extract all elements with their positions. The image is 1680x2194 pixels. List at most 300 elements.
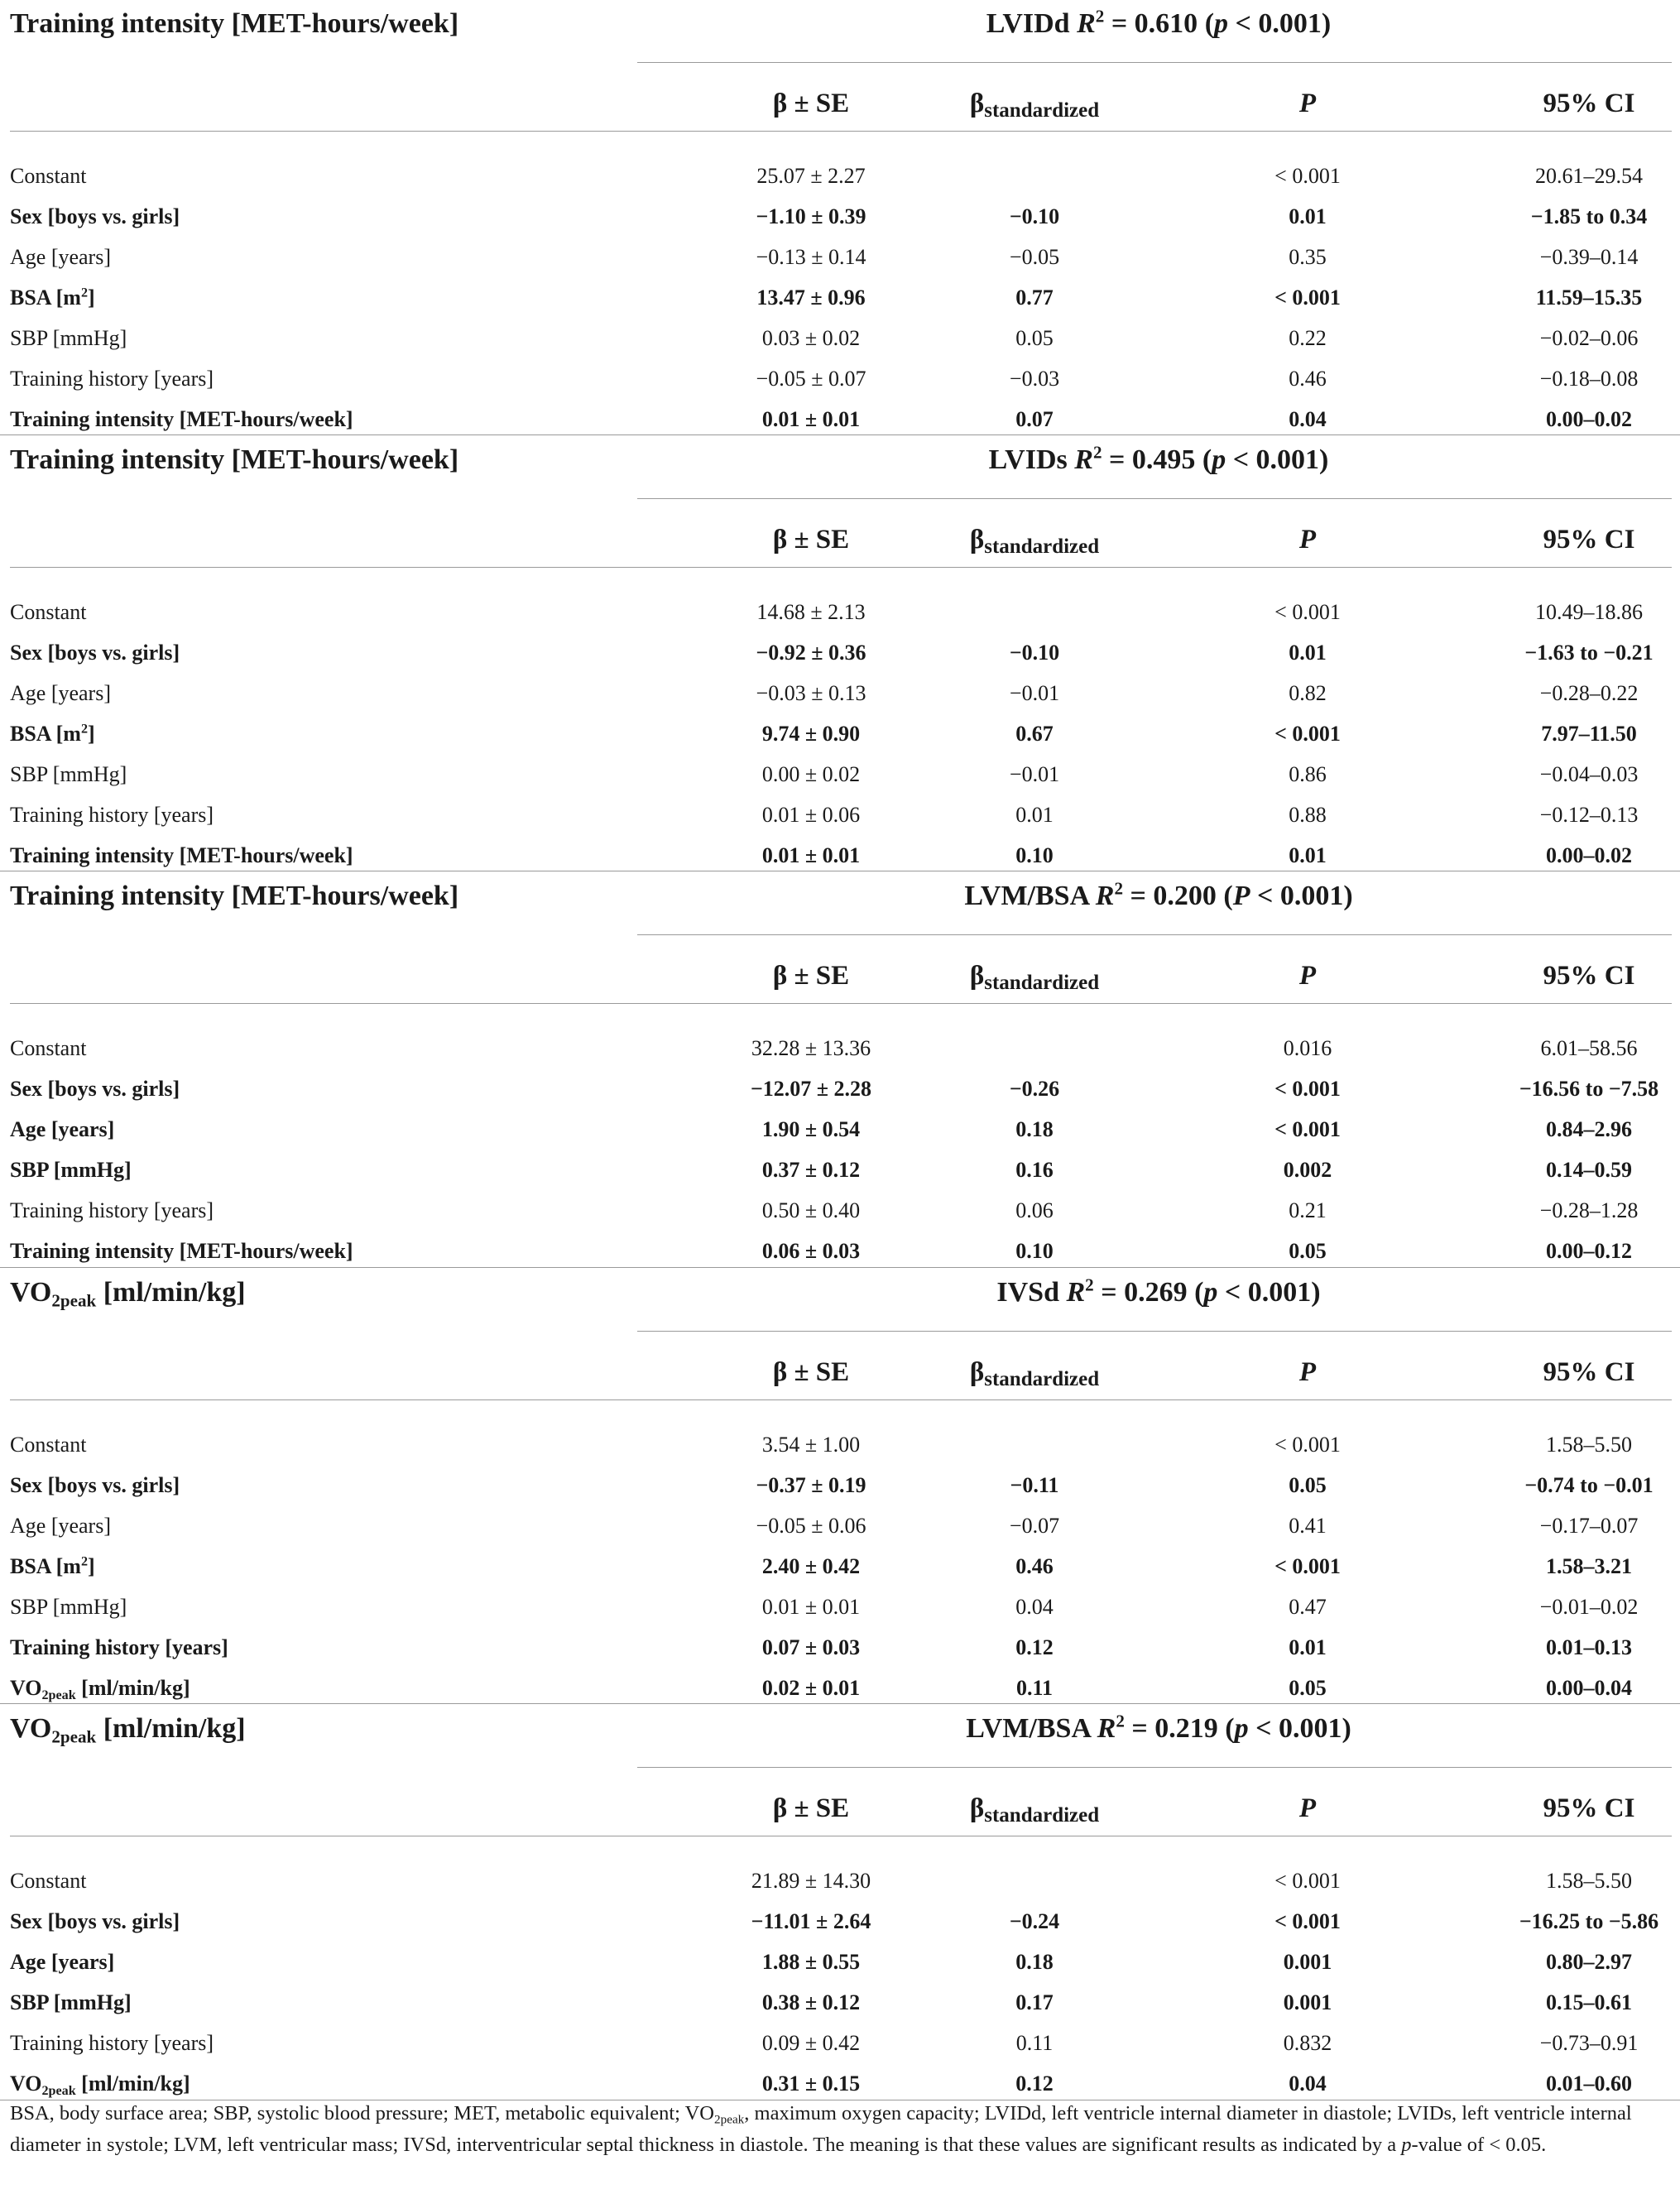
cell-beta-standardized: −0.01 — [1009, 681, 1060, 705]
section-label-unit: [ml/min/kg] — [96, 1277, 246, 1308]
cell-p-value: 0.82 — [1289, 681, 1327, 705]
model-p-suffix: < 0.001) — [1228, 8, 1332, 39]
variable-text: VO — [10, 2072, 42, 2096]
cell-p-value: 0.05 — [1289, 1473, 1327, 1497]
header-rule-upper — [637, 1331, 1672, 1332]
cell-beta-standardized: 0.10 — [1015, 1239, 1054, 1263]
section-predictor-label — [10, 436, 458, 486]
model-p-prefix: ( — [1194, 1277, 1204, 1308]
table-row — [0, 2023, 1680, 2063]
model-p-letter: p — [1234, 1713, 1249, 1744]
variable-superscript: 2 — [80, 722, 89, 737]
row-variable-name — [10, 318, 622, 358]
cell-beta-standardized: 0.07 — [1015, 407, 1054, 431]
variable-text: Training history [years] — [10, 803, 214, 827]
row-variable-name — [10, 277, 622, 318]
table-row — [0, 196, 1680, 237]
variable-text: BSA [m — [10, 1554, 81, 1578]
table-section — [0, 1269, 1680, 1705]
variable-text: Constant — [10, 1433, 87, 1457]
header-p-value: P — [1298, 525, 1317, 555]
cell-confidence-interval: 11.59–15.35 — [1535, 286, 1643, 310]
header-confidence-interval: 95% CI — [1543, 525, 1635, 555]
variable-subscript: 2peak — [41, 2083, 76, 2098]
header-standardized-subscript: standardized — [984, 1368, 1100, 1390]
row-variable-name — [10, 358, 622, 399]
variable-text: Age [years] — [10, 1514, 111, 1538]
row-variable-name — [10, 156, 622, 196]
section-predictor-label — [10, 1705, 246, 1755]
header-beta-standardized — [894, 1779, 1175, 1837]
header-standardized-subscript: standardized — [984, 1804, 1100, 1827]
cell-p-value: 0.05 — [1289, 1676, 1327, 1700]
model-p-prefix: ( — [1202, 444, 1212, 475]
variable-text-end: [ml/min/kg] — [75, 1676, 190, 1700]
cell-beta-standardized: −0.24 — [1009, 1909, 1060, 1933]
cell-beta-se: 2.40 ± 0.42 — [761, 1554, 861, 1578]
cell-p-value: 0.47 — [1289, 1595, 1327, 1619]
cell-p-value: 0.001 — [1283, 1950, 1332, 1974]
header-beta-symbol: β — [969, 1793, 985, 1823]
table-row — [0, 713, 1680, 754]
cell-beta-standardized: 0.06 — [1015, 1198, 1054, 1222]
variable-text-end: [ml/min/kg] — [75, 2072, 190, 2096]
model-p-letter: p — [1212, 444, 1226, 475]
row-variable-name — [10, 754, 622, 795]
r-squared-exponent: 2 — [1114, 878, 1123, 899]
variable-superscript: 2 — [80, 1554, 89, 1569]
cell-p-value: 0.05 — [1289, 1239, 1327, 1263]
header-p-value: P — [1298, 1357, 1317, 1387]
table-row — [0, 1150, 1680, 1190]
table-row — [0, 1668, 1680, 1708]
row-variable-name — [10, 1028, 622, 1068]
cell-confidence-interval: −16.25 to −5.86 — [1519, 1909, 1659, 1933]
r-squared-value: = 0.269 — [1101, 1277, 1188, 1308]
model-p-letter: P — [1232, 881, 1250, 911]
table-row — [0, 318, 1680, 358]
cell-beta-se: 0.07 ± 0.03 — [761, 1635, 861, 1659]
row-variable-name — [10, 1109, 622, 1150]
cell-confidence-interval: −0.28–1.28 — [1539, 1198, 1639, 1222]
variable-text: Training history [years] — [10, 2031, 214, 2055]
r-squared-symbol: R — [1097, 1713, 1116, 1744]
header-beta-symbol: β — [969, 89, 985, 118]
footnote-text-1: BSA, body surface area; SBP, systolic blood pressure; MET, metabolic equivalent; VO — [10, 2102, 715, 2124]
variable-text-end: ] — [88, 286, 95, 310]
cell-beta-se: 0.01 ± 0.06 — [761, 803, 861, 827]
header-beta-se: β ± SE — [772, 1793, 850, 1823]
cell-beta-se: 0.38 ± 0.12 — [761, 1990, 861, 2014]
variable-text: Training intensity [MET-hours/week] — [10, 407, 353, 431]
r-squared-exponent: 2 — [1085, 1275, 1094, 1295]
model-name: LVIDd — [986, 8, 1070, 39]
r-squared-value: = 0.219 — [1131, 1713, 1218, 1744]
cell-p-value: 0.04 — [1289, 407, 1327, 431]
cell-beta-standardized: 0.16 — [1015, 1158, 1054, 1182]
footnote-p-italic: p — [1401, 2134, 1412, 2156]
header-beta-se: β ± SE — [772, 1357, 850, 1387]
cell-confidence-interval: 0.01–0.13 — [1546, 1635, 1632, 1659]
cell-beta-se: −0.05 ± 0.06 — [756, 1514, 866, 1538]
section-model-title — [637, 0, 1680, 50]
model-p-suffix: < 0.001) — [1226, 444, 1329, 475]
table-row — [0, 1982, 1680, 2023]
cell-beta-se: 32.28 ± 13.36 — [751, 1036, 871, 1060]
table-row — [0, 1424, 1680, 1465]
row-variable-name — [10, 399, 622, 439]
table-section — [0, 1705, 1680, 2098]
section-model-title — [637, 1269, 1680, 1318]
cell-beta-se: −11.01 ± 2.64 — [751, 1909, 871, 1933]
table-section — [0, 872, 1680, 1269]
cell-p-value: 0.88 — [1289, 803, 1327, 827]
header-standardized-subscript: standardized — [984, 99, 1100, 122]
model-name: LVM/BSA — [964, 881, 1089, 911]
cell-p-value: 0.35 — [1289, 245, 1327, 269]
table-row — [0, 795, 1680, 835]
header-beta-se: β ± SE — [772, 961, 850, 991]
section-top-rule — [0, 1267, 1680, 1268]
table-row — [0, 1505, 1680, 1546]
table-row — [0, 835, 1680, 876]
section-label-subscript: 2peak — [51, 1290, 97, 1311]
cell-beta-se: −1.10 ± 0.39 — [756, 204, 866, 228]
cell-beta-standardized: 0.10 — [1015, 843, 1054, 867]
row-variable-name — [10, 1627, 622, 1668]
variable-text: Training intensity [MET-hours/week] — [10, 843, 353, 867]
cell-beta-se: 13.47 ± 0.96 — [756, 286, 866, 310]
cell-confidence-interval: 0.84–2.96 — [1546, 1117, 1632, 1141]
cell-beta-se: 9.74 ± 0.90 — [761, 722, 861, 746]
table-section — [0, 436, 1680, 872]
cell-beta-standardized: 0.12 — [1015, 1635, 1054, 1659]
cell-beta-standardized: 0.67 — [1015, 722, 1054, 746]
cell-confidence-interval: 0.15–0.61 — [1546, 1990, 1632, 2014]
cell-beta-standardized: −0.11 — [1010, 1473, 1059, 1497]
cell-confidence-interval: −0.04–0.03 — [1539, 762, 1639, 786]
cell-beta-se: 0.01 ± 0.01 — [761, 407, 861, 431]
table-row — [0, 1587, 1680, 1627]
row-variable-name — [10, 1546, 622, 1587]
cell-confidence-interval: −0.74 to −0.01 — [1524, 1473, 1654, 1497]
variable-text: Training history [years] — [10, 1635, 228, 1659]
cell-confidence-interval: 7.97–11.50 — [1541, 722, 1637, 746]
footnote-text-2: , maximum oxygen capacity; LVIDd, left ventricle internal diameter in diastole; LVIDs, left ventricle internal diameter in systole; LVM, left ventricular mass; IVSd, interventricular septal thickness in diastole. The meaning is that these values are significant results as indicated by a — [10, 2102, 1632, 2156]
cell-p-value: 0.01 — [1289, 843, 1327, 867]
row-variable-name — [10, 1231, 622, 1271]
cell-confidence-interval: −0.01–0.02 — [1539, 1595, 1639, 1619]
r-squared-value: = 0.200 — [1130, 881, 1217, 911]
cell-p-value: < 0.001 — [1274, 1909, 1341, 1933]
cell-confidence-interval: −0.18–0.08 — [1539, 367, 1639, 391]
cell-beta-se: 0.37 ± 0.12 — [761, 1158, 861, 1182]
model-p-prefix: ( — [1204, 8, 1215, 39]
cell-confidence-interval: 0.01–0.60 — [1546, 2072, 1632, 2096]
table-row — [0, 1901, 1680, 1942]
model-p-prefix: ( — [1223, 881, 1233, 911]
r-squared-exponent: 2 — [1092, 442, 1102, 463]
table-row — [0, 358, 1680, 399]
cell-confidence-interval: 1.58–5.50 — [1546, 1869, 1632, 1893]
cell-beta-se: 1.90 ± 0.54 — [761, 1117, 861, 1141]
section-model-title — [637, 1705, 1680, 1755]
cell-confidence-interval: 0.80–2.97 — [1546, 1950, 1632, 1974]
section-label-text: VO — [10, 1277, 52, 1308]
header-confidence-interval: 95% CI — [1543, 1793, 1635, 1823]
cell-confidence-interval: 0.00–0.02 — [1546, 843, 1632, 867]
variable-subscript: 2peak — [41, 1688, 76, 1702]
cell-p-value: < 0.001 — [1274, 286, 1341, 310]
cell-beta-se: −0.92 ± 0.36 — [756, 641, 866, 665]
variable-text: Constant — [10, 1036, 87, 1060]
variable-text: Age [years] — [10, 681, 111, 705]
cell-confidence-interval: 0.00–0.02 — [1546, 407, 1632, 431]
cell-confidence-interval: −16.56 to −7.58 — [1519, 1077, 1659, 1101]
cell-p-value: 0.016 — [1283, 1036, 1332, 1060]
variable-text: Sex [boys vs. girls] — [10, 1077, 180, 1101]
header-standardized-subscript: standardized — [984, 972, 1100, 994]
section-top-rule — [0, 1703, 1680, 1704]
row-variable-name — [10, 1901, 622, 1942]
table-row — [0, 754, 1680, 795]
cell-beta-se: 1.88 ± 0.55 — [761, 1950, 861, 1974]
cell-p-value: 0.002 — [1283, 1158, 1332, 1182]
variable-text: Age [years] — [10, 1117, 115, 1141]
variable-text: BSA [m — [10, 722, 81, 746]
table-row — [0, 1942, 1680, 1982]
table-row — [0, 1028, 1680, 1068]
table-row — [0, 1465, 1680, 1505]
header-beta-standardized — [894, 74, 1175, 132]
table-row — [0, 632, 1680, 673]
cell-beta-standardized — [894, 156, 1175, 196]
cell-beta-se: −12.07 ± 2.28 — [750, 1077, 872, 1101]
cell-confidence-interval: 20.61–29.54 — [1535, 164, 1643, 188]
cell-beta-se: 21.89 ± 14.30 — [751, 1869, 871, 1893]
model-name: LVM/BSA — [966, 1713, 1091, 1744]
variable-text: Sex [boys vs. girls] — [10, 1909, 180, 1933]
variable-text: Sex [boys vs. girls] — [10, 641, 180, 665]
cell-confidence-interval: 0.14–0.59 — [1546, 1158, 1632, 1182]
section-label-text: Training intensity [MET-hours/week] — [10, 444, 459, 475]
variable-text-end: ] — [88, 722, 95, 746]
section-model-title — [637, 436, 1680, 486]
header-confidence-interval: 95% CI — [1543, 89, 1635, 118]
variable-text: Training history [years] — [10, 1198, 214, 1222]
cell-p-value: 0.01 — [1289, 204, 1327, 228]
table-row — [0, 1068, 1680, 1109]
cell-beta-se: 25.07 ± 2.27 — [756, 164, 866, 188]
cell-p-value: < 0.001 — [1274, 1077, 1341, 1101]
table-row — [0, 673, 1680, 713]
header-confidence-interval: 95% CI — [1543, 961, 1635, 991]
table-row — [0, 237, 1680, 277]
section-label-text: Training intensity [MET-hours/week] — [10, 881, 459, 911]
cell-beta-standardized — [894, 1424, 1175, 1465]
cell-beta-standardized — [894, 592, 1175, 632]
row-variable-name — [10, 795, 622, 835]
row-variable-name — [10, 1982, 622, 2023]
cell-beta-se: 0.03 ± 0.02 — [761, 326, 861, 350]
cell-beta-standardized — [894, 1860, 1175, 1901]
cell-p-value: 0.01 — [1289, 641, 1327, 665]
cell-confidence-interval: 0.00–0.12 — [1546, 1239, 1632, 1263]
section-label-text: VO — [10, 1713, 52, 1744]
cell-p-value: 0.832 — [1283, 2031, 1332, 2055]
section-predictor-label — [10, 0, 458, 50]
r-squared-symbol: R — [1066, 1277, 1086, 1308]
table-footnote — [10, 2098, 1669, 2161]
header-beta-se: β ± SE — [772, 525, 850, 555]
cell-confidence-interval: −0.02–0.06 — [1539, 326, 1639, 350]
model-p-suffix: < 0.001) — [1250, 881, 1353, 911]
variable-text: Training history [years] — [10, 367, 214, 391]
cell-p-value: 0.46 — [1289, 367, 1327, 391]
cell-beta-standardized: 0.18 — [1015, 1950, 1054, 1974]
row-variable-name — [10, 713, 622, 754]
variable-text: Sex [boys vs. girls] — [10, 1473, 180, 1497]
section-predictor-label — [10, 872, 458, 922]
cell-p-value: < 0.001 — [1274, 1554, 1341, 1578]
section-label-subscript: 2peak — [51, 1726, 97, 1747]
cell-p-value: < 0.001 — [1274, 1869, 1341, 1893]
cell-p-value: 0.86 — [1289, 762, 1327, 786]
table-row — [0, 1627, 1680, 1668]
r-squared-symbol: R — [1077, 8, 1096, 39]
cell-confidence-interval: −1.85 to 0.34 — [1530, 204, 1648, 228]
table-section — [0, 0, 1680, 436]
variable-text: Constant — [10, 600, 87, 624]
section-label-text: Training intensity [MET-hours/week] — [10, 8, 459, 39]
cell-beta-se: 3.54 ± 1.00 — [761, 1433, 861, 1457]
cell-confidence-interval: −1.63 to −0.21 — [1524, 641, 1654, 665]
header-beta-symbol: β — [969, 961, 985, 991]
variable-text: Constant — [10, 164, 87, 188]
cell-confidence-interval: 1.58–5.50 — [1546, 1433, 1632, 1457]
cell-beta-standardized: −0.01 — [1009, 762, 1060, 786]
cell-beta-se: −0.03 ± 0.13 — [756, 681, 866, 705]
model-p-letter: p — [1203, 1277, 1218, 1308]
cell-beta-se: 0.09 ± 0.42 — [761, 2031, 861, 2055]
r-squared-exponent: 2 — [1116, 1711, 1125, 1731]
cell-p-value: 0.41 — [1289, 1514, 1327, 1538]
header-rule-upper — [637, 934, 1672, 935]
variable-text: Training intensity [MET-hours/week] — [10, 1239, 353, 1263]
cell-beta-standardized: 0.11 — [1015, 2031, 1054, 2055]
cell-beta-se: 0.01 ± 0.01 — [761, 843, 861, 867]
row-variable-name — [10, 1668, 622, 1708]
cell-beta-standardized: −0.10 — [1009, 204, 1060, 228]
variable-text: SBP [mmHg] — [10, 326, 127, 350]
cell-beta-standardized: 0.05 — [1015, 326, 1054, 350]
table-row — [0, 1190, 1680, 1231]
r-squared-value: = 0.495 — [1108, 444, 1196, 475]
variable-text: BSA [m — [10, 286, 81, 310]
cell-beta-se: 0.02 ± 0.01 — [761, 1676, 861, 1700]
table-row — [0, 1546, 1680, 1587]
row-variable-name — [10, 1190, 622, 1231]
cell-beta-se: 0.00 ± 0.02 — [761, 762, 861, 786]
header-rule-upper — [637, 1767, 1672, 1768]
cell-confidence-interval: 10.49–18.86 — [1535, 600, 1643, 624]
cell-beta-se: 0.31 ± 0.15 — [761, 2072, 861, 2096]
table-row — [0, 1860, 1680, 1901]
model-p-prefix: ( — [1225, 1713, 1235, 1744]
row-variable-name — [10, 632, 622, 673]
model-name: LVIDs — [988, 444, 1068, 475]
cell-confidence-interval: 6.01–58.56 — [1540, 1036, 1638, 1060]
cell-beta-standardized: 0.77 — [1015, 286, 1054, 310]
cell-beta-standardized: 0.18 — [1015, 1117, 1054, 1141]
table-row — [0, 592, 1680, 632]
header-beta-se: β ± SE — [772, 89, 850, 118]
row-variable-name — [10, 1587, 622, 1627]
cell-beta-se: −0.37 ± 0.19 — [756, 1473, 866, 1497]
cell-p-value: < 0.001 — [1274, 600, 1341, 624]
cell-p-value: < 0.001 — [1274, 164, 1341, 188]
r-squared-exponent: 2 — [1095, 6, 1105, 26]
section-top-rule — [0, 434, 1680, 435]
cell-beta-standardized: −0.07 — [1009, 1514, 1060, 1538]
variable-text: Sex [boys vs. girls] — [10, 204, 180, 228]
cell-beta-standardized: −0.26 — [1009, 1077, 1060, 1101]
section-predictor-label — [10, 1269, 246, 1318]
cell-confidence-interval: −0.39–0.14 — [1539, 245, 1639, 269]
model-p-suffix: < 0.001) — [1217, 1277, 1321, 1308]
header-beta-standardized — [894, 511, 1175, 569]
cell-p-value: 0.22 — [1289, 326, 1327, 350]
cell-beta-se: −0.13 ± 0.14 — [756, 245, 866, 269]
table-row — [0, 277, 1680, 318]
cell-beta-standardized: −0.03 — [1009, 367, 1060, 391]
variable-text: SBP [mmHg] — [10, 1990, 132, 2014]
variable-text: SBP [mmHg] — [10, 1595, 127, 1619]
r-squared-symbol: R — [1074, 444, 1093, 475]
row-variable-name — [10, 673, 622, 713]
header-rule-upper — [637, 498, 1672, 499]
cell-confidence-interval: 0.00–0.04 — [1546, 1676, 1632, 1700]
cell-beta-se: 0.50 ± 0.40 — [761, 1198, 861, 1222]
cell-beta-se: 0.01 ± 0.01 — [761, 1595, 861, 1619]
row-variable-name — [10, 1424, 622, 1465]
header-rule-upper — [637, 62, 1672, 63]
cell-p-value: 0.21 — [1289, 1198, 1327, 1222]
variable-superscript: 2 — [80, 286, 89, 300]
row-variable-name — [10, 1465, 622, 1505]
header-standardized-subscript: standardized — [984, 535, 1100, 558]
variable-text-end: ] — [88, 1554, 95, 1578]
header-p-value: P — [1298, 961, 1317, 991]
cell-confidence-interval: 1.58–3.21 — [1546, 1554, 1632, 1578]
model-p-letter: p — [1214, 8, 1229, 39]
variable-text: SBP [mmHg] — [10, 762, 127, 786]
cell-beta-standardized: 0.17 — [1015, 1990, 1054, 2014]
cell-beta-standardized — [894, 1028, 1175, 1068]
table-row — [0, 399, 1680, 439]
header-beta-symbol: β — [969, 525, 985, 555]
cell-beta-standardized: 0.46 — [1015, 1554, 1054, 1578]
cell-beta-standardized: 0.11 — [1015, 1676, 1054, 1700]
cell-beta-standardized: −0.10 — [1009, 641, 1060, 665]
r-squared-symbol: R — [1095, 881, 1115, 911]
model-name: IVSd — [996, 1277, 1059, 1308]
section-model-title — [637, 872, 1680, 922]
variable-text: Constant — [10, 1869, 87, 1893]
row-variable-name — [10, 237, 622, 277]
cell-p-value: 0.001 — [1283, 1990, 1332, 2014]
variable-text: Age [years] — [10, 1950, 115, 1974]
